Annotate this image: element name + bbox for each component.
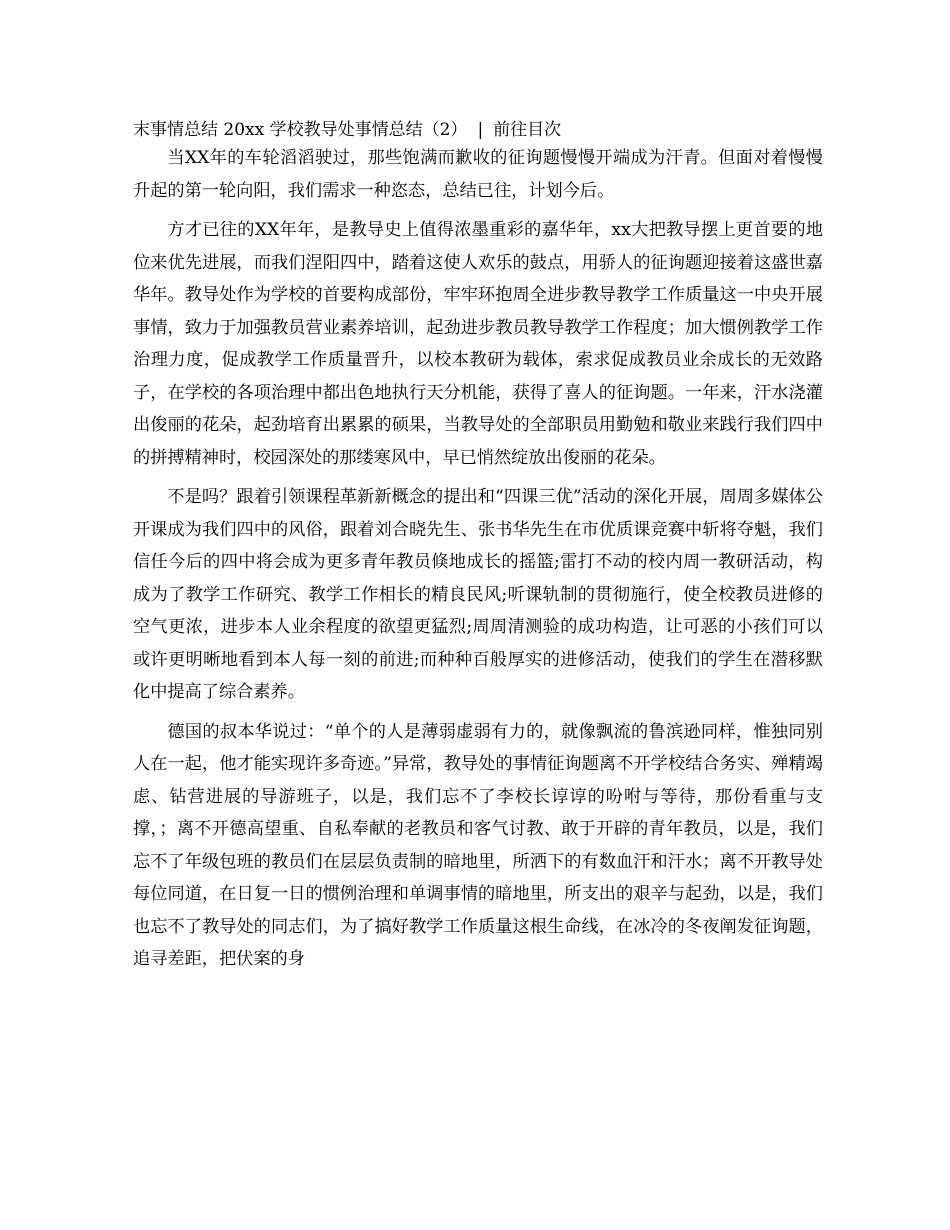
paragraph-4: 德国的叔本华说过：“单个的人是薄弱虚弱有力的，就像飘流的鲁滨逊同样，惟独同别人在一起，他才能实现许多奇迹。”异常，教导处的事情征询题离不开学校结合务实、殚精竭虑、钻营进展的导游班子，以是，我们忘不了李校长谆谆的吩咐与等待，那份看重与支撑，；离不开德高望重、自私奉献的老教员和客气讨教、敢于开辟的青年教员，以是，我们忘不了年级包班的教员们在层层负责制的暗地里，所洒下的有数血汗和汗水；离不开教导处每位同道，在日复一日的惯例治理和单调事情的暗地里，所支出的艰辛与起劲，以是，我们也忘不了教导处的同志们，为了搞好教学工作质量这根生命线，在冰冷的冬夜阐发征询题，追寻差距，把伏案的身 [133, 721, 823, 969]
document-body [133, 118, 823, 983]
paragraph-1: 当XX年的车轮滔滔驶过，那些饱满而歉收的征询题慢慢开端成为汗青。但面对着慢慢升起的第一轮向阳，我们需求一种恣态，总结已往，计划今后。 [133, 148, 823, 201]
table-of-contents-link[interactable]: 前往目次 [493, 120, 562, 140]
document-header [133, 118, 823, 142]
paragraph-3: 不是吗？跟着引领课程革新新概念的提出和“四课三优”活动的深化开展，周周多媒体公开课成为我们四中的风俗，跟着刘合晓先生、张书华先生在市优质课竞赛中斩将夺魁，我们信任今后的四中将会成为更多青年教员倏地成长的摇篮;雷打不动的校内周一教研活动，构成为了教学工作研究、教学工作相长的精良民风;听课轨制的贯彻施行，使全校教员进修的空气更浓，进步本人业余程度的欲望更猛烈;周周清测验的成功构造，让可恶的小孩们可以或许更明晰地看到本人每一刻的前进;而种种百般厚实的进修活动，使我们的学生在潜移默化中提高了综合素养。 [133, 487, 823, 702]
paragraph-2: 方才已往的XX年年，是教导史上值得浓墨重彩的嘉华年，xx大把教导摆上更首要的地位来优先进展，而我们涅阳四中，踏着这使人欢乐的鼓点，用骄人的征询题迎接着这盛世嘉华年。教导处作为学校的首要构成部份，牢牢环抱周全进步教导教学工作质量这一中央开展事情，致力于加强教员营业素养培训，起劲进步教员教导教学工作程度；加大惯例教学工作治理力度，促成教学工作质量晋升，以校本教研为载体，索求促成教员业余成长的无效路子，在学校的各项治理中都出色地执行天分机能，获得了喜人的征询题。一年来，汗水浇灌出俊丽的花朵，起劲培育出累累的硕果，当教导处的全部职员用勤勉和敬业来践行我们四中的拼搏精神时，校园深处的那缕寒风中，早已悄然绽放出俊丽的花朵。 [133, 220, 823, 468]
document-title: 末事情总结 20xx 学校教导处事情总结（2） [133, 120, 468, 140]
header-separator: | [477, 120, 484, 140]
